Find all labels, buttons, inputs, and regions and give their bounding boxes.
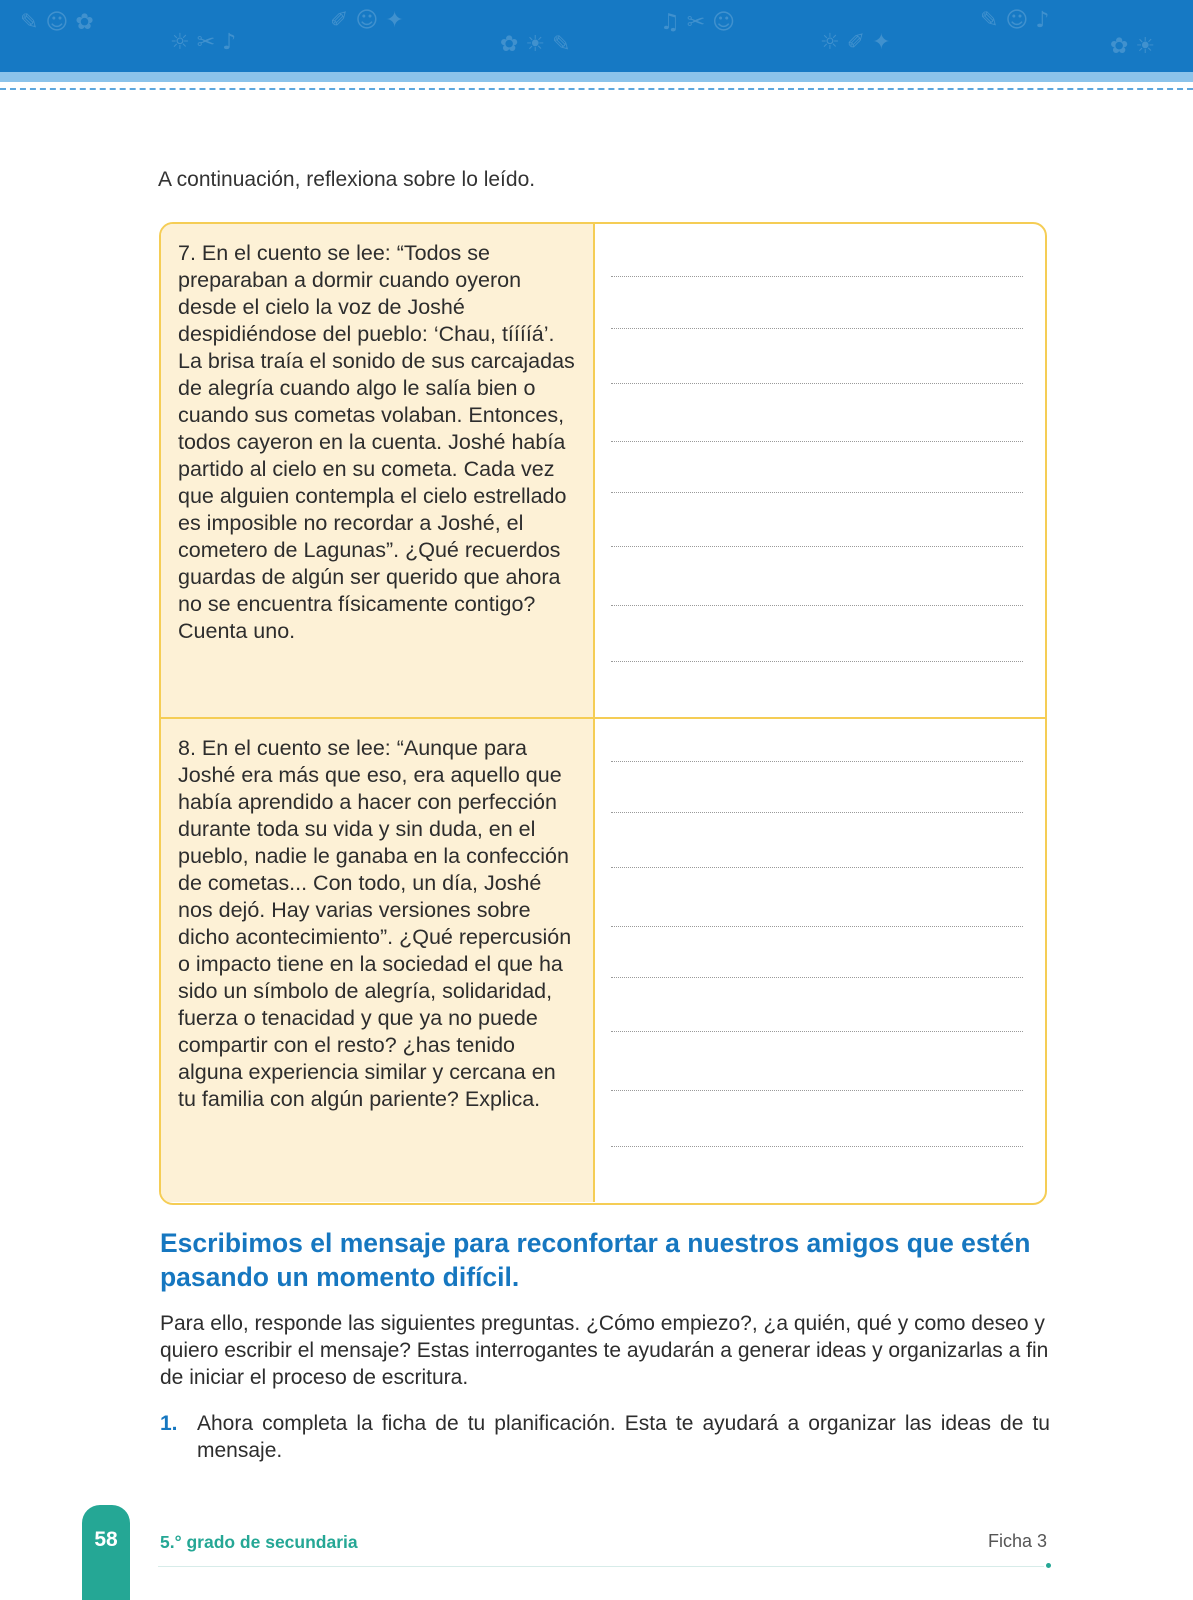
answer-line[interactable]: [611, 546, 1023, 547]
page-number-tab: [82, 1505, 130, 1600]
answer-line[interactable]: [611, 1090, 1023, 1091]
doodle-icon: ✎ ☺ ✿: [20, 10, 94, 35]
answer-line[interactable]: [611, 1031, 1023, 1032]
doodle-icon: ☼ ✐ ✦: [820, 30, 891, 55]
doodle-icon: ♫ ✂ ☺: [660, 10, 736, 35]
answer-line[interactable]: [611, 328, 1023, 329]
doodle-icon: ☼ ✂ ♪: [170, 30, 237, 55]
answer-line[interactable]: [611, 276, 1023, 277]
footer-dot: [1046, 1563, 1051, 1568]
intro-text: A continuación, reflexiona sobre lo leído.: [158, 168, 536, 191]
answer-line[interactable]: [611, 1146, 1023, 1147]
question-row: [161, 719, 1045, 1202]
answer-line[interactable]: [611, 383, 1023, 384]
step-number: 1.: [160, 1412, 178, 1435]
answer-line[interactable]: [611, 492, 1023, 493]
answer-line[interactable]: [611, 812, 1023, 813]
answer-line[interactable]: [611, 867, 1023, 868]
doodle-icon: ✎ ☺ ♪: [980, 8, 1050, 33]
numbered-step: [160, 1410, 1050, 1464]
page-number: 58: [94, 1528, 118, 1551]
answer-line[interactable]: [611, 761, 1023, 762]
answer-line[interactable]: [611, 977, 1023, 978]
footer-divider: [158, 1566, 1044, 1567]
doodle-icon: ✿ ☀ ✎: [500, 32, 571, 57]
ficha-label: Ficha 3: [987, 1531, 1047, 1551]
section-title: Escribimos el mensaje para reconfortar a nuestros amigos que estén pasando un momento difícil.: [160, 1228, 1031, 1292]
answer-line[interactable]: [611, 441, 1023, 442]
question-row: [161, 224, 1045, 719]
instructions-paragraph: Para ello, responde las siguientes preguntas. ¿Cómo empiezo?, ¿a quién, qué y como deseo y quiero escribir el mensaje? Estas interrogantes te ayudarán a generar ideas y organizarlas a fin de iniciar el proceso de escritura.: [160, 1312, 1049, 1389]
header-dashed-divider: [0, 88, 1193, 90]
header-strip: [0, 72, 1193, 82]
question-prompt: 8. En el cuento se lee: “Aunque para Joshé era más que eso, era aquello que había aprendido a hacer con perfección durante toda su vida y sin duda, en el pueblo, nadie le ganaba en la confección de cometas... Con todo, un día, Joshé nos dejó. Hay varias versiones sobre dicho acontecimiento”. ¿Qué repercusión o impacto tiene en la sociedad el que ha sido un símbolo de alegría, solidaridad, fuerza o tenacidad y que ya no puede compartir con el resto? ¿has tenido alguna experiencia similar y cercana en tu familia con algún pariente? Explica.: [161, 719, 595, 1202]
answer-line[interactable]: [611, 605, 1023, 606]
header-banner: [0, 0, 1193, 72]
answer-line[interactable]: [611, 661, 1023, 662]
grade-label: 5.° grado de secundaria: [160, 1532, 358, 1552]
answer-line[interactable]: [611, 926, 1023, 927]
question-prompt: 7. En el cuento se lee: “Todos se preparaban a dormir cuando oyeron desde el cielo la voz de Joshé despidiéndose del pueblo: ‘Chau, tííííá’. La brisa traía el sonido de sus carcajadas de alegría cuando algo le salía bien o cuando sus cometas volaban. Entonces, todos cayeron en la cuenta. Joshé había partido al cielo en su cometa. Cada vez que alguien contempla el cielo estrellado es imposible no recordar a Joshé, el cometero de Lagunas”. ¿Qué recuerdos guardas de algún ser querido que ahora no se encuentra físicamente contigo? Cuenta uno.: [161, 224, 595, 717]
doodle-icon: ✐ ☺ ✦: [330, 8, 404, 33]
step-text: Ahora completa la ficha de tu planificación. Esta te ayudará a organizar las ideas de tu mensaje.: [197, 1412, 1050, 1462]
doodle-icon: ✿ ☀: [1110, 34, 1156, 59]
questions-table: [159, 222, 1047, 1205]
